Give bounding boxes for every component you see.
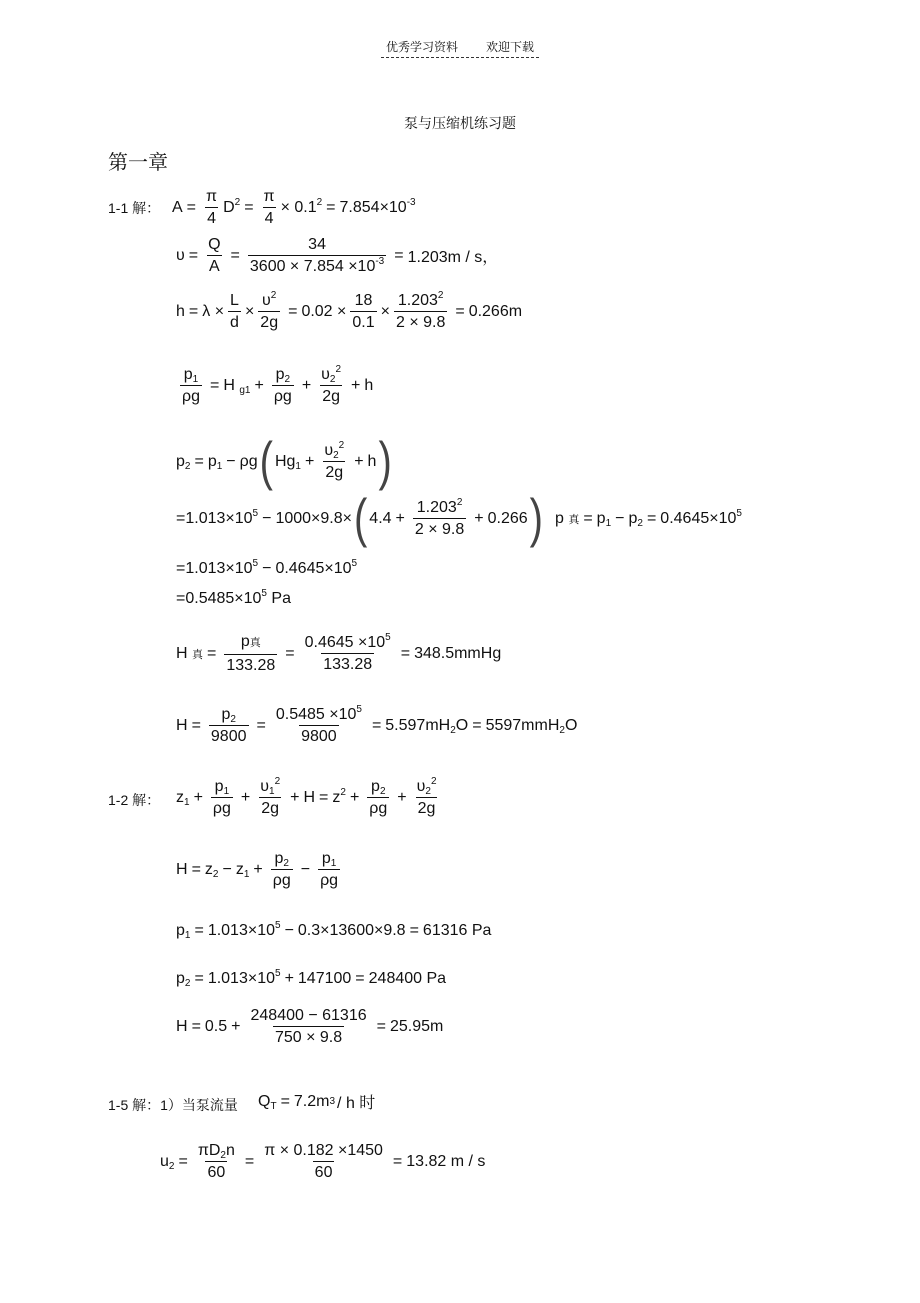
problem-label-1-1: 1-1 解： [108, 200, 161, 216]
equation-pabs-1: $=1.013\times 10^5$ − $0.4645\times 10^5$ [176, 558, 358, 577]
equation-pabs-2: = 0.5485 $\times 10^5$ Pa [176, 588, 291, 607]
equation-h-water: H = $\frac{p_2}{9800}$ = $\frac{0.5485 \times 10^5}{9800}$ = 5.597mH $_2$O = 5597mmH $_2$O [176, 704, 578, 745]
page-header [0, 38, 920, 55]
header-left: 优秀学习资料 [385, 40, 458, 54]
equation-p2-numeric: $=1.013\times 10^5$ − 1000×9.8× ( 4.4 + $\frac{1.203^2}{2 \times 9.8}$ + 0.266 ) p 真 = $p_1$ − $p_2$ = 0.4645 $\times 10^5$ [176, 488, 742, 549]
problem-label-1-2: 1-2 解： [108, 792, 161, 808]
equation-p2-value: $p_2$ = $1.013\times 10^5$ + 147100 = 248400 Pa [176, 968, 447, 989]
equation-area: A = $\frac{\pi}{4}$ $D^2$ = $\frac{\pi}{4}$ × $0.1^2$ = 7.854 $\times 10^{-3}$ [172, 188, 416, 227]
equation-head-loss: h = λ × $\frac{L}{d}$ × $\frac{\upsilon^2}{2g}$ = 0.02 × $\frac{18}{0.1}$ × $\frac{1.203^2}{2 \times 9.8}$ = 0.266m [176, 290, 523, 331]
equation-p1: $p_1$ = $1.013\times 10^5$ − 0.3×13600×9.8 = 61316 Pa [176, 920, 492, 941]
equation-energy: $z_1$ + $\frac{p_1}{\rho g}$ + $\frac{\upsilon_1^2}{2g}$ + H = $z^2$ + $\frac{p_2}{\rho g}$ + $\frac{\upsilon_2^2}{2g}$ [176, 776, 437, 817]
document-title: 泵与压缩机练习题 [404, 116, 516, 132]
header-right: 欢迎下载 [486, 40, 535, 54]
equation-hvac: H 真 = $\frac{\text{p真}}{133.28}$ = $\frac{0.4645 \times 10^5}{133.28}$ = 348.5mmHg [176, 632, 502, 674]
equation-head-value: H = 0.5 + $\frac{248400 - 61316}{750 \times 9.8}$ = 25.95m [176, 1007, 444, 1046]
equation-p2: $p_2$ = $p_1$ − ρg ( $Hg_1$ + $\frac{\upsilon_2^2}{2g}$ + h ) [176, 431, 392, 492]
chapter-heading: 第一章 [108, 150, 168, 174]
equation-u2: $u_2$ = $\frac{\pi D_2n}{60}$ = $\frac{\pi \times 0.182 \times 1450}{60}$ = 13.82 m / s [160, 1142, 486, 1181]
equation-velocity: υ = $\frac{Q}{A}$ = $\frac{34}{3600 \times 7.854 \times 10^{-3}}$ = 1.203m / s， [176, 236, 499, 275]
header-divider [381, 57, 539, 58]
equation-flow: $Q_T$ = 7.2m 3 / h 时 [258, 1092, 376, 1112]
equation-bernoulli: $\frac{p_1}{\rho g}$ = H $_{g1}$ + $\frac{p_2}{\rho g}$ + $\frac{\upsilon_2^2}{2g}$ + h [182, 364, 374, 405]
equation-head: H = $z_2$ − $z_1$ + $\frac{p_2}{\rho g}$ − $\frac{p_1}{\rho g}$ [176, 850, 339, 889]
problem-label-1-5: 1-5 解：1）当泵流量 [108, 1097, 238, 1113]
